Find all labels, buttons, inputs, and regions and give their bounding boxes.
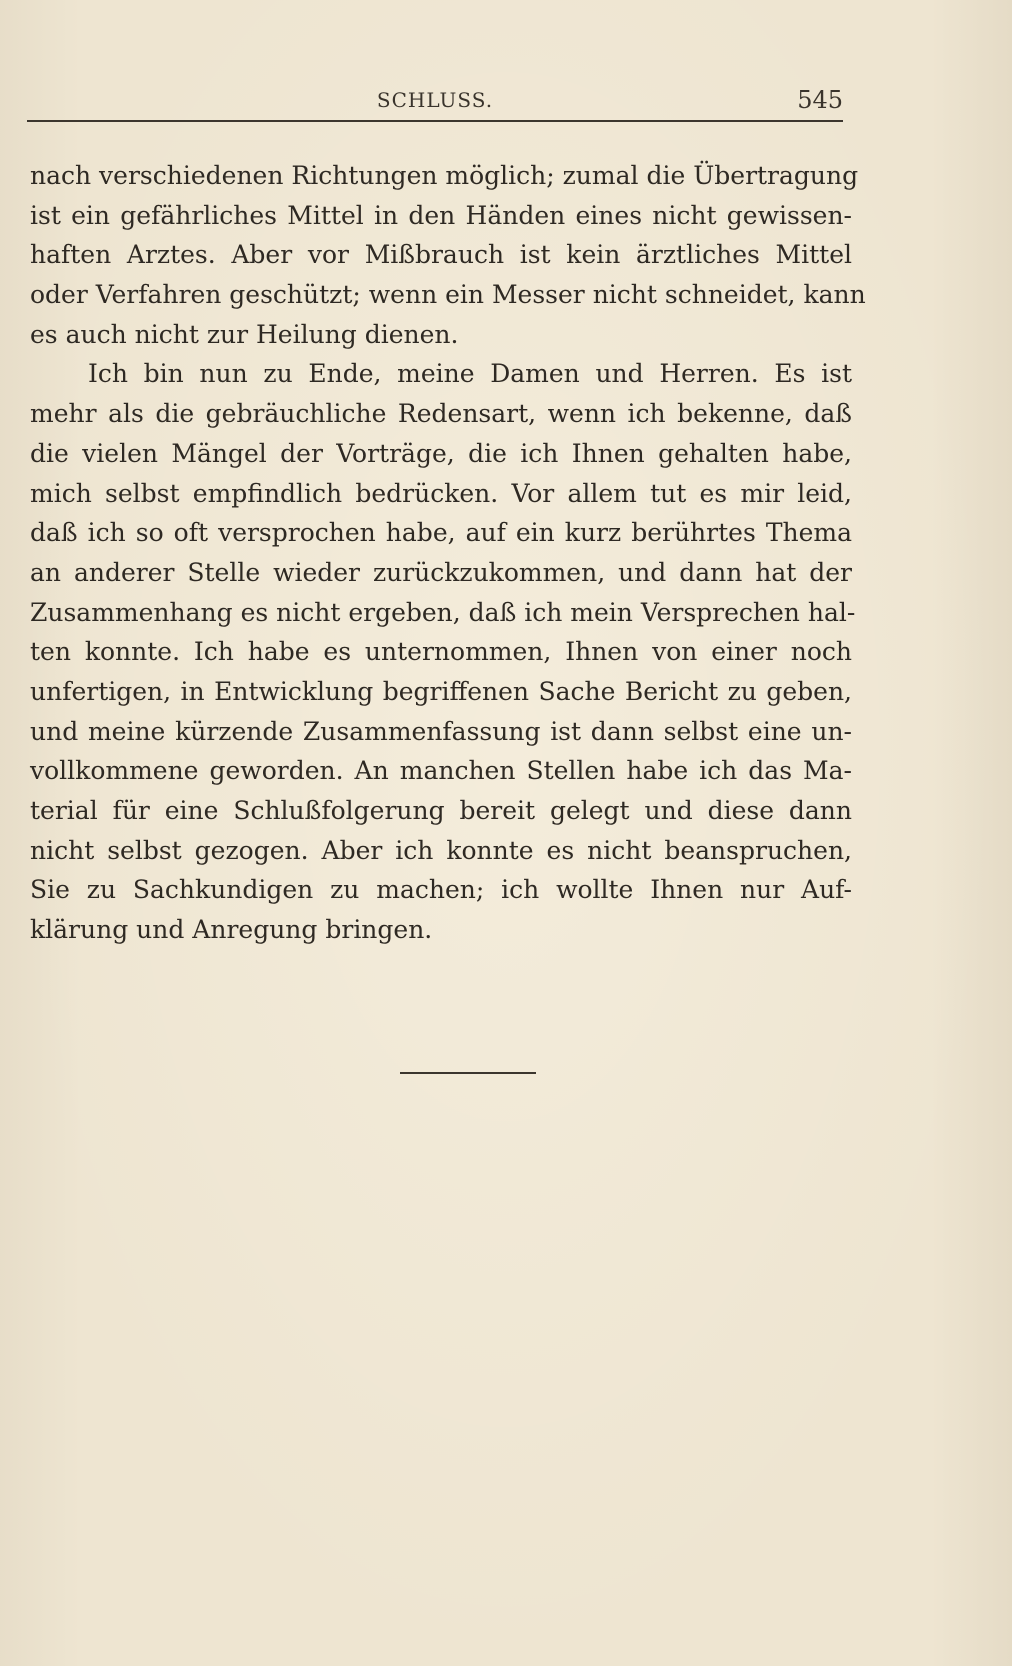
text-line: die vielen Mängel der Vorträge, die ich Ihnen gehalten habe, xyxy=(30,438,852,468)
text-line: mehr als die gebräuchliche Redensart, wenn ich bekenne, daß xyxy=(30,399,852,429)
text-line: ist ein gefährliches Mittel in den Händen eines nicht gewissen- xyxy=(30,200,852,230)
text-line: Ich bin nun zu Ende, meine Damen und Herren. Es ist xyxy=(88,359,852,389)
body-text xyxy=(30,156,866,950)
text-line: unfertigen, in Entwicklung begriffenen Sache Bericht zu geben, xyxy=(30,676,852,706)
text-line: haften Arztes. Aber vor Mißbrauch ist kein ärztliches Mittel xyxy=(30,240,852,270)
running-head xyxy=(27,84,843,116)
header-rule xyxy=(27,120,843,122)
text-line: und meine kürzende Zusammenfassung ist dann selbst eine un- xyxy=(30,716,852,746)
text-line: oder Verfahren geschützt; wenn ein Messer nicht schneidet, kann xyxy=(30,280,866,310)
text-line: Zusammenhang es nicht ergeben, daß ich mein Versprechen hal- xyxy=(30,597,856,627)
end-rule xyxy=(400,1072,536,1074)
text-line: klärung und Anregung bringen. xyxy=(30,915,433,945)
text-line: Sie zu Sachkundigen zu machen; ich wollte Ihnen nur Auf- xyxy=(30,875,852,905)
page-number: 545 xyxy=(797,86,843,114)
text-line: nicht selbst gezogen. Aber ich konnte es nicht beanspruchen, xyxy=(30,835,852,865)
text-line: es auch nicht zur Heilung dienen. xyxy=(30,319,459,349)
text-line: vollkommene geworden. An manchen Stellen habe ich das Ma- xyxy=(30,756,852,786)
running-title: SCHLUSS. xyxy=(376,88,494,112)
text-line: terial für eine Schlußfolgerung bereit gelegt und diese dann xyxy=(30,796,852,825)
text-line: daß ich so oft versprochen habe, auf ein kurz berührtes Thema xyxy=(30,518,852,548)
text-line: ten konnte. Ich habe es unternommen, Ihnen von einer noch xyxy=(30,637,852,667)
text-line: mich selbst empfindlich bedrücken. Vor allem tut es mir leid, xyxy=(30,478,852,508)
text-line: nach verschiedenen Richtungen möglich; zumal die Übertragung xyxy=(30,161,859,190)
text-line: an anderer Stelle wieder zurückzukommen, und dann hat der xyxy=(30,557,852,587)
